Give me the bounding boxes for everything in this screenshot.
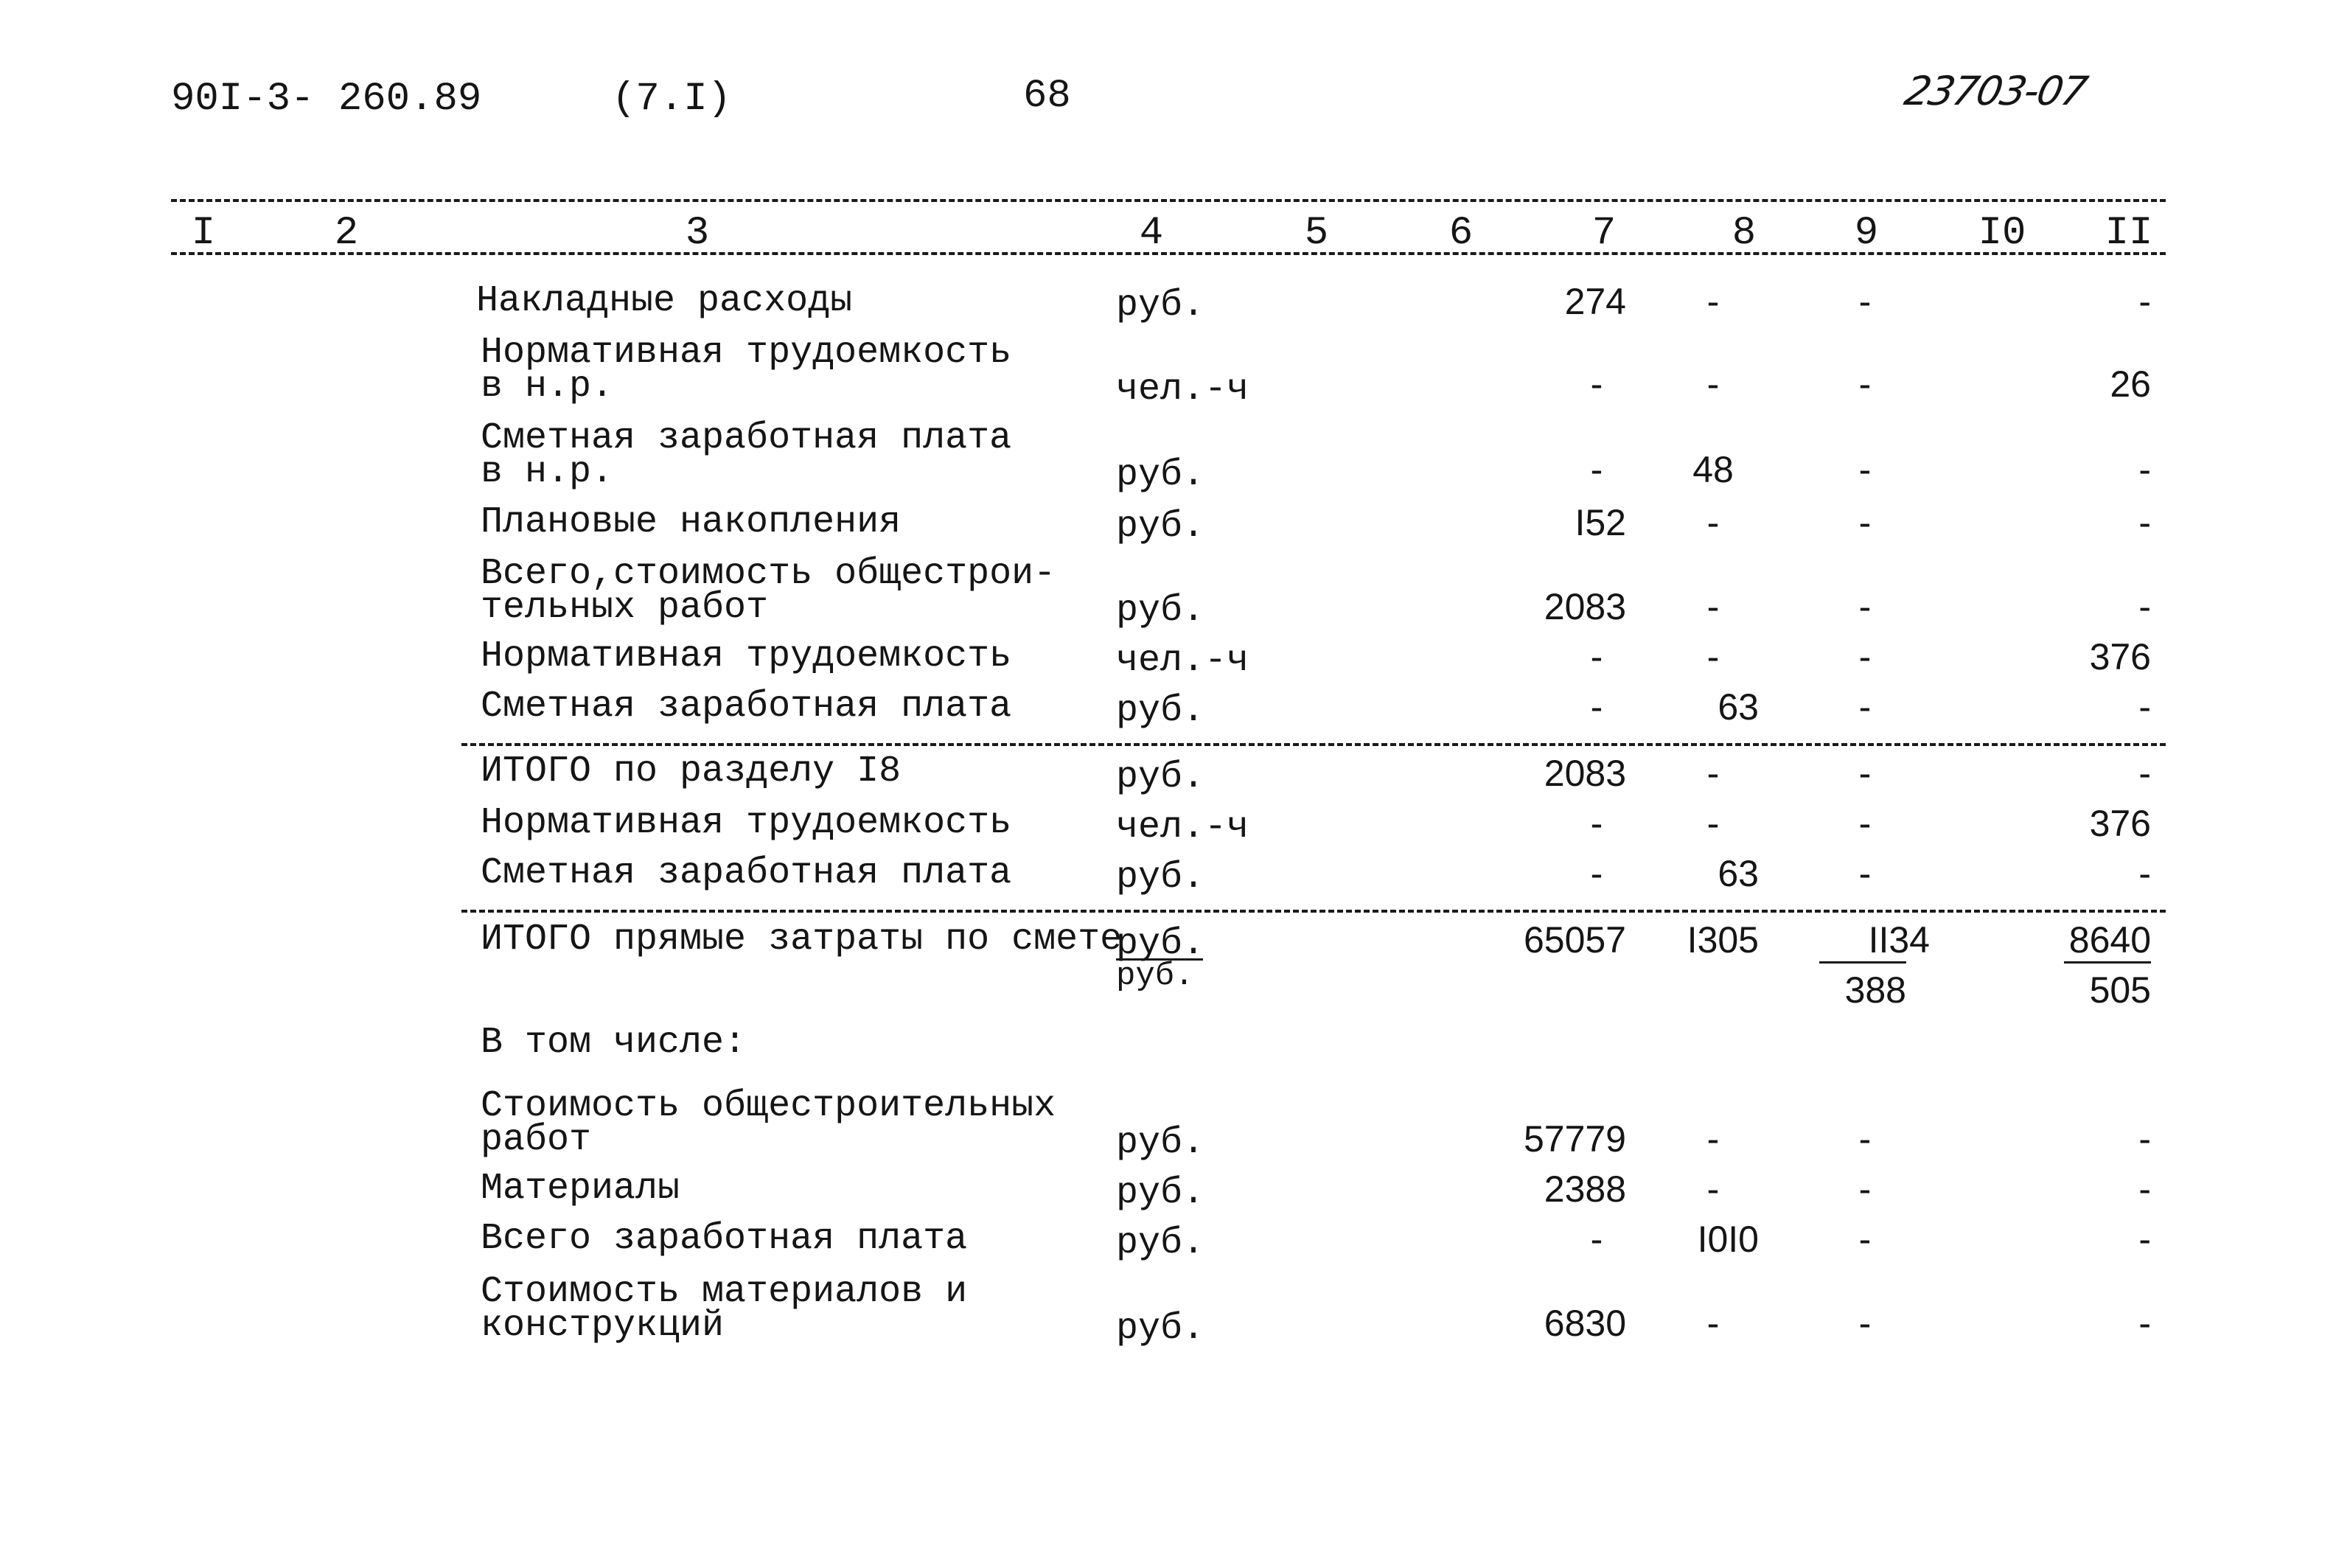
- row-description: Накладные расходы: [476, 280, 853, 322]
- row-col9: -: [1858, 502, 1872, 543]
- breakdown-description: Всего заработная плата: [481, 1218, 968, 1260]
- row-col7: I52: [1575, 502, 1626, 543]
- row-col11: 376: [2089, 803, 2151, 844]
- total-col9-top: II34: [1868, 919, 1930, 961]
- row-description: Сметная заработная плата: [481, 686, 1012, 728]
- breakdown-subheading: В том числе:: [481, 1022, 747, 1064]
- row-col11: -: [2138, 502, 2151, 543]
- row-col9: -: [1858, 753, 1872, 794]
- breakdown-unit: руб.: [1116, 1308, 1205, 1350]
- breakdown-col7: 6830: [1544, 1303, 1626, 1344]
- row-col8: 63: [1718, 853, 1759, 894]
- row-col9: -: [1858, 853, 1872, 894]
- total-col7: 65057: [1523, 919, 1626, 961]
- row-description: Нормативная трудоемкость: [481, 635, 1012, 677]
- breakdown-col9: -: [1858, 1168, 1872, 1210]
- row-col11: -: [2138, 686, 2151, 728]
- total-col11-bottom: 505: [2089, 969, 2151, 1011]
- breakdown-col11: -: [2138, 1219, 2151, 1260]
- total-unit-top: руб.: [1116, 923, 1205, 965]
- row-description: Всего,стоимость общестрои- тельных работ: [481, 553, 1056, 629]
- row-col11: 376: [2089, 636, 2151, 677]
- column-number-5: 5: [1304, 211, 1329, 256]
- breakdown-col8: -: [1706, 1168, 1720, 1210]
- row-description: Нормативная трудоемкость: [481, 802, 1012, 844]
- row-col8: -: [1706, 753, 1720, 794]
- row-col7: 2083: [1544, 753, 1626, 794]
- breakdown-col9: -: [1858, 1118, 1872, 1160]
- row-col8: 63: [1718, 686, 1759, 728]
- row-col8: 48: [1692, 449, 1734, 490]
- breakdown-col7: 2388: [1544, 1168, 1626, 1210]
- row-col7: -: [1590, 636, 1603, 677]
- breakdown-col8: I0I0: [1697, 1219, 1759, 1260]
- row-unit: руб.: [1116, 454, 1205, 496]
- total-col11-top: 8640: [2068, 919, 2151, 961]
- breakdown-col11: -: [2138, 1168, 2151, 1210]
- column-number-9: 9: [1854, 211, 1879, 256]
- row-unit: руб.: [1116, 857, 1205, 899]
- section-divider: [461, 743, 2166, 746]
- row-col9: -: [1858, 636, 1872, 677]
- row-col8: -: [1706, 502, 1720, 543]
- total-unit-bottom: руб.: [1116, 958, 1194, 994]
- column-number-2: 2: [334, 211, 359, 256]
- row-col8: -: [1706, 803, 1720, 844]
- row-col7: -: [1590, 363, 1603, 405]
- row-unit: руб.: [1116, 506, 1205, 548]
- total-description: ИТОГО прямые затраты по смете: [481, 919, 1123, 961]
- total-col8: I305: [1687, 919, 1759, 961]
- row-unit: руб.: [1116, 690, 1205, 732]
- row-unit: чел.-ч: [1116, 369, 1249, 411]
- row-col8: -: [1706, 363, 1720, 405]
- row-unit: чел.-ч: [1116, 806, 1249, 849]
- row-col7: -: [1590, 803, 1603, 844]
- totals-divider: [461, 910, 2166, 913]
- row-description: Сметная заработная плата в н.р.: [481, 417, 1012, 493]
- row-description: Плановые накопления: [481, 501, 902, 543]
- row-unit: чел.-ч: [1116, 640, 1249, 682]
- breakdown-unit: руб.: [1116, 1122, 1205, 1164]
- page-number: 68: [1023, 74, 1071, 119]
- column-number-4: 4: [1139, 211, 1164, 256]
- row-col9: -: [1858, 363, 1872, 405]
- breakdown-unit: руб.: [1116, 1172, 1205, 1214]
- column-number-7: 7: [1591, 211, 1617, 256]
- inventory-stamp-number: 23703-07: [1900, 68, 2091, 114]
- breakdown-description: Материалы: [481, 1168, 680, 1210]
- breakdown-col8: -: [1706, 1118, 1720, 1160]
- column-number-11: II: [2105, 211, 2153, 256]
- section-reference: (7.I): [612, 77, 732, 122]
- breakdown-description: Стоимость общестроительных работ: [481, 1085, 1056, 1161]
- breakdown-col8: -: [1706, 1303, 1720, 1344]
- row-unit: руб.: [1116, 590, 1205, 632]
- row-col7: -: [1590, 686, 1603, 728]
- row-col7: -: [1590, 449, 1603, 490]
- row-unit: руб.: [1116, 756, 1205, 798]
- row-col7: 2083: [1544, 586, 1626, 627]
- header-bottom-rule: [171, 252, 2166, 255]
- row-col7: -: [1590, 853, 1603, 894]
- row-col9: -: [1858, 686, 1872, 728]
- row-unit: руб.: [1116, 285, 1205, 327]
- row-col11: -: [2138, 753, 2151, 794]
- column-number-1: I: [191, 211, 216, 256]
- row-col8: -: [1706, 281, 1720, 322]
- column-number-3: 3: [685, 211, 710, 256]
- row-col9: -: [1858, 803, 1872, 844]
- total-col9-bottom: 388: [1844, 969, 1906, 1011]
- column-number-6: 6: [1448, 211, 1474, 256]
- breakdown-col11: -: [2138, 1303, 2151, 1344]
- breakdown-col11: -: [2138, 1118, 2151, 1160]
- row-col9: -: [1858, 449, 1872, 490]
- row-col8: -: [1706, 636, 1720, 677]
- breakdown-unit: руб.: [1116, 1222, 1205, 1264]
- header-top-rule: [171, 199, 2166, 202]
- breakdown-col7: 57779: [1523, 1118, 1626, 1160]
- row-col11: -: [2138, 586, 2151, 627]
- row-description: ИТОГО по разделу I8: [481, 750, 902, 792]
- row-col7: 274: [1564, 281, 1626, 322]
- row-col8: -: [1706, 586, 1720, 627]
- breakdown-col9: -: [1858, 1219, 1872, 1260]
- row-description: Нормативная трудоемкость в н.р.: [481, 332, 1012, 408]
- row-col11: -: [2138, 853, 2151, 894]
- total-col9-fraction-line: [1819, 961, 1906, 964]
- row-col11: 26: [2110, 363, 2151, 405]
- column-number-10: I0: [1978, 211, 2026, 256]
- column-number-8: 8: [1732, 211, 1757, 256]
- total-col11-fraction-line: [2064, 961, 2151, 964]
- breakdown-col7: -: [1590, 1219, 1603, 1260]
- row-col11: -: [2138, 449, 2151, 490]
- document-code: 90I-3- 260.89: [171, 77, 482, 122]
- breakdown-description: Стоимость материалов и конструкций: [481, 1271, 968, 1347]
- breakdown-col9: -: [1858, 1303, 1872, 1344]
- row-col11: -: [2138, 281, 2151, 322]
- row-col9: -: [1858, 586, 1872, 627]
- row-description: Сметная заработная плата: [481, 852, 1012, 894]
- row-col9: -: [1858, 281, 1872, 322]
